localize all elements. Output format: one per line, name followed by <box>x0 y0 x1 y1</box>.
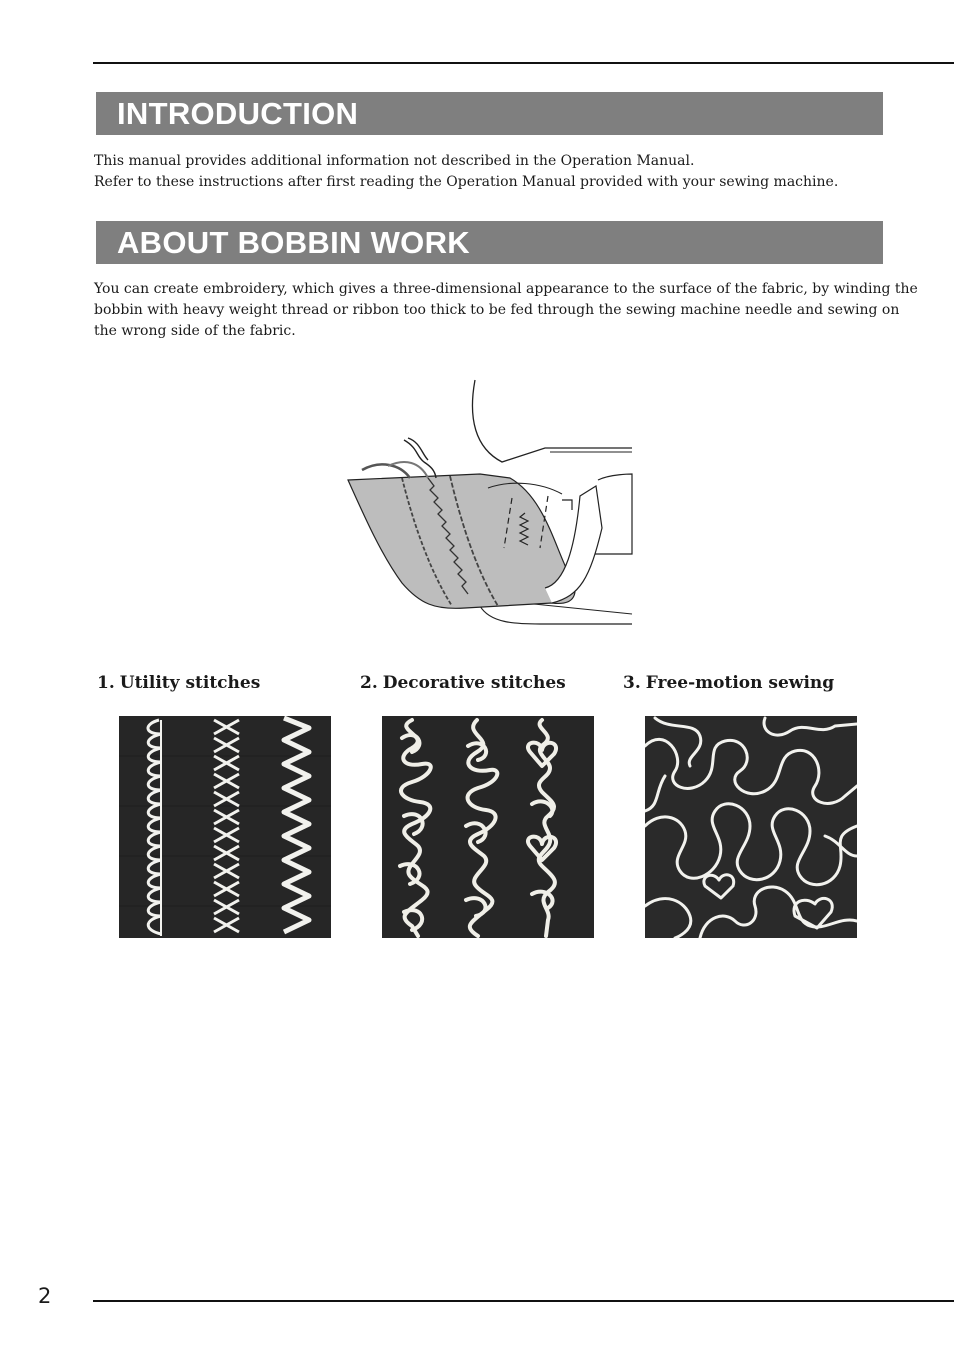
bobbin-work-line-3: the wrong side of the fabric. <box>94 323 296 339</box>
example-label: Free-motion sewing <box>645 673 835 693</box>
example-caption-utility <box>97 673 260 693</box>
top-rule <box>93 62 954 64</box>
bobbin-work-illustration <box>340 378 640 633</box>
free-motion-sewing-photo <box>645 716 857 938</box>
utility-stitches-photo <box>119 716 331 938</box>
example-label: Utility stitches <box>119 673 261 693</box>
bobbin-work-text <box>94 279 918 342</box>
page-number: 2 <box>38 1284 52 1308</box>
example-number: 3. <box>623 673 641 693</box>
decorative-stitches-photo <box>382 716 594 938</box>
example-number: 2. <box>360 673 378 693</box>
introduction-heading: INTRODUCTION <box>96 92 883 135</box>
introduction-text <box>94 151 894 193</box>
bottom-rule <box>93 1300 954 1302</box>
bobbin-work-line-2: bobbin with heavy weight thread or ribbon too thick to be fed through the sewing machine needle and sewing on <box>94 302 900 318</box>
introduction-line-1: This manual provides additional information not described in the Operation Manual. <box>94 153 695 169</box>
bobbin-work-heading: ABOUT BOBBIN WORK <box>96 221 883 264</box>
example-caption-free-motion <box>623 673 834 693</box>
example-caption-decorative <box>360 673 566 693</box>
example-number: 1. <box>97 673 115 693</box>
example-label: Decorative stitches <box>382 673 566 693</box>
bobbin-work-line-1: You can create embroidery, which gives a three-dimensional appearance to the surface of the fabric, by winding the <box>94 281 918 297</box>
introduction-line-2: Refer to these instructions after first reading the Operation Manual provided with your sewing machine. <box>94 174 839 190</box>
